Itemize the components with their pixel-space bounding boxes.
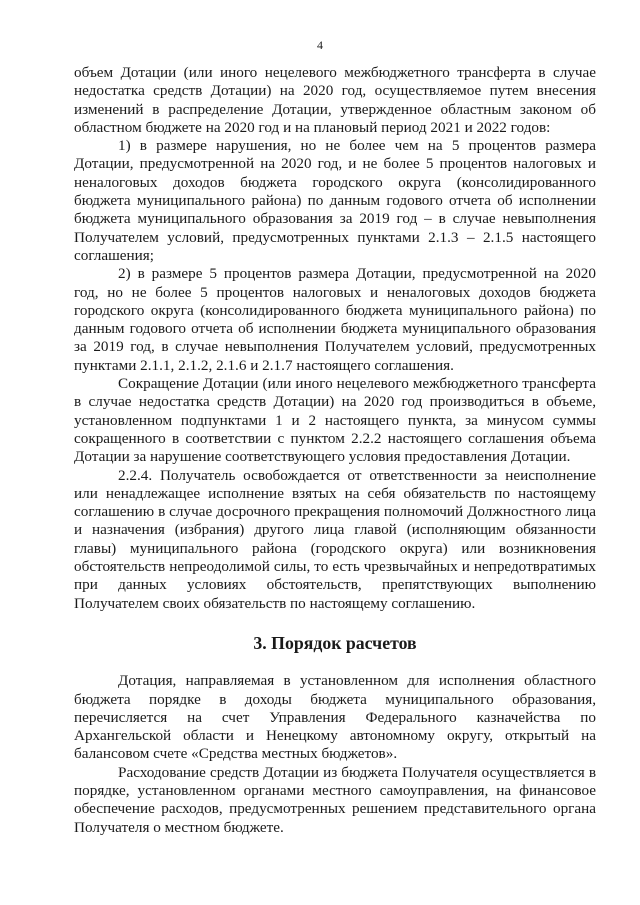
section-heading: 3. Порядок расчетов <box>253 632 417 653</box>
paragraph: 2.2.4. Получатель освобождается от ответственности за неисполнение или ненадлежащее исполнение взятых на себя обязательств по настоящему соглашению в случае досрочного прекращения полномочий Должностного лица и назначения (избрания) другого лица главой (исполняющим обязанности главы) муниципального района (городского округа) или возникновения обстоятельств непреодолимой силы, то есть чрезвычайных и непредотвратимых при данных условиях обстоятельств, препятствующих выполнению Получателем своих обязательств по настоящему соглашению. <box>74 466 596 612</box>
paragraph: Дотация, направляемая в установленном для исполнения областного бюджета порядке в доходы бюджета муниципального образования, перечисляется на счет Управления Федерального казначейства по Архангельской области и Ненецкому автономному округу, открытый на балансовом счете «Средства местных бюджетов». <box>74 672 596 763</box>
paragraph: Расходование средств Дотации из бюджета Получателя осуществляется в порядке, установленном органами местного самоуправления, на финансовое обеспечение расходов, предусмотренных решением представительного органа Получателя о местном бюджете. <box>74 763 596 836</box>
paragraph: 2) в размере 5 процентов размера Дотации, предусмотренной на 2020 год, но не более 5 процентов налоговых и неналоговых доходов бюджета городского округа (консолидированного бюджета муниципального района) по данным годового отчета об исполнении бюджета муниципального образования за 2019 год, в случае невыполнения Получателем условий, предусмотренных пунктами 2.1.1, 2.1.2, 2.1.6 и 2.1.7 настоящего соглашения. <box>74 265 596 374</box>
paragraph: 1) в размере нарушения, но не более чем на 5 процентов размера Дотации, предусмотренной на 2020 год, и не более 5 процентов налоговых и неналоговых доходов бюджета городского округа (консолидированного бюджета муниципального района) по данным годового отчета об исполнении бюджета муниципального образования за 2019 год – в случае невыполнения Получателем условий, предусмотренных пунктами 2.1.3 – 2.1.5 настоящего соглашения; <box>74 137 596 264</box>
paragraph: объем Дотации (или иного нецелевого межбюджетного трансферта в случае недостатка средств Дотации) на 2020 год, осуществляемое путем внесения изменений в распределение Дотации, утвержденное областным законом об областном бюджете на 2020 год и на плановый период 2021 и 2022 годов: <box>74 64 596 136</box>
paragraph: Сокращение Дотации (или иного нецелевого межбюджетного трансферта в случае недостатка средств Дотации) на 2020 год производиться в объеме, установленном подпунктами 1 и 2 настоящего пункта, за минусом суммы сокращенного в соответствии с пунктом 2.2.2 настоящего соглашения объема Дотации за нарушение соответствующего условия предоставления Дотации. <box>74 375 596 466</box>
document-body <box>74 64 596 837</box>
page-number: 4 <box>317 38 323 52</box>
